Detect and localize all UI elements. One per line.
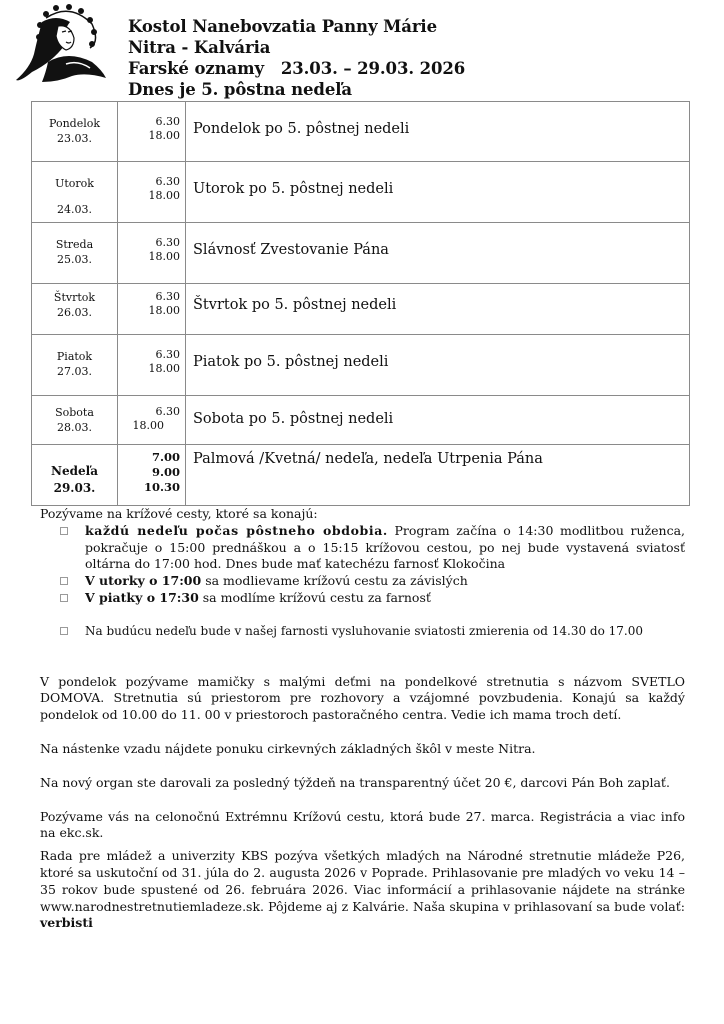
list-item: V utorky o 17:00 sa modlievame krížovú cestu za závislých	[85, 573, 685, 590]
day-cell: Utorok 24.03.	[32, 162, 118, 223]
list-item: V piatky o 17:30 sa modlíme krížovú cestu za farnosť	[85, 590, 685, 607]
extreme-way-announcement: Pozývame vás na celonočnú Extrémnu Krížovú cestu, ktorá bude 27. marca. Registrácia a viac info na ekc.sk.	[40, 808, 685, 841]
times-cell: 6.30 18.00	[118, 223, 186, 284]
description-cell: Piatok po 5. pôstnej nedeli	[186, 335, 690, 396]
stations-list	[40, 523, 685, 607]
stations-intro: Pozývame na krížové cesty, ktoré sa konajú:	[40, 506, 318, 521]
table-row	[32, 445, 690, 506]
times-cell: 6.30 18.00	[118, 284, 186, 335]
description-cell: Slávnosť Zvestovanie Pána	[186, 223, 690, 284]
mothers-announcement: V pondelok pozývame mamičky s malými deťmi na pondelkové stretnutia s názvom SVETLO DOMOVA. Stretnutia sú priestorom pre rozhovory a vzájomné povzbudenia. Konajú sa každý pondelok od 10.00 do 11. 00 v priestoroch pastoračného centra. Vedie ich mama troch detí.	[40, 673, 685, 723]
organ-announcement: Na nový organ ste darovali za posledný týždeň na transparentný účet 20 €, darcovi Pán Boh zaplať.	[40, 774, 670, 790]
church-location: Nitra - Kalvária	[128, 38, 271, 57]
day-cell: Sobota 28.03.	[32, 396, 118, 445]
church-name: Kostol Nanebovzatia Panny Márie	[128, 17, 437, 36]
page-header	[128, 16, 465, 100]
day-cell: Nedeľa 29.03.	[32, 445, 118, 506]
description-cell: Pondelok po 5. pôstnej nedeli	[186, 102, 690, 162]
checkbox-square-icon	[60, 527, 68, 535]
list-item: Na budúcu nedeľu bude v našej farnosti vysluhovanie sviatosti zmierenia od 14.30 do 17.00	[85, 623, 685, 640]
table-row	[32, 102, 690, 162]
madonna-logo-icon	[12, 2, 108, 86]
checkbox-square-icon	[60, 594, 68, 602]
description-cell: Utorok po 5. pôstnej nedeli	[186, 162, 690, 223]
confession-list	[40, 623, 685, 640]
liturgical-day: Dnes je 5. pôstna nedeľa	[128, 80, 352, 99]
times-cell: 6.30 18.00	[118, 102, 186, 162]
description-cell: Sobota po 5. pôstnej nedeli	[186, 396, 690, 445]
day-cell: Štvrtok 26.03.	[32, 284, 118, 335]
checkbox-square-icon	[60, 577, 68, 585]
table-row	[32, 162, 690, 223]
checkbox-square-icon	[60, 627, 68, 635]
times-cell: 7.00 9.00 10.30	[118, 445, 186, 506]
mass-schedule-table	[31, 101, 690, 506]
youth-announcement: Rada pre mládež a univerzity KBS pozýva všetkých mladých na Národné stretnutie mládeže P26, ktoré sa uskutoční od 31. júla do 2. augusta 2026 v Poprade. Prihlasovanie pre mladých vo veku 14 – 35 rokov bude spustené od 26. februára 2026. Viac informácií a prihlasovanie nájdete na stránke www.narodnestretnutiemladeze.sk. Pôjdeme aj z Kalvárie. Naša skupina v prihlasovaní sa bude volať: verbisti	[40, 848, 685, 931]
times-cell: 6.30 18.00	[118, 396, 186, 445]
description-cell: Štvrtok po 5. pôstnej nedeli	[186, 284, 690, 335]
day-cell: Pondelok 23.03.	[32, 102, 118, 162]
announcements-title: Farské oznamy 23.03. – 29.03. 2026	[128, 59, 466, 78]
table-row	[32, 335, 690, 396]
announcements	[40, 506, 685, 932]
table-row	[32, 223, 690, 284]
times-cell: 6.30 18.00	[118, 335, 186, 396]
table-row	[32, 396, 690, 445]
day-cell: Streda 25.03.	[32, 223, 118, 284]
list-item: každú nedeľu počas pôstneho obdobia. Program začína o 14:30 modlitbou ruženca, pokračuje o 15:00 prednáškou a o 15:15 krížovou cestou, po nej bude vystavená sviatosť oltárna do 17:00 hod. Dnes bude mať katechézu farnosť Klokočina	[85, 523, 685, 573]
times-cell: 6.30 18.00	[118, 162, 186, 223]
table-row	[32, 284, 690, 335]
schools-announcement: Na nástenke vzadu nájdete ponuku cirkevných základných škôl v meste Nitra.	[40, 740, 536, 756]
day-cell: Piatok 27.03.	[32, 335, 118, 396]
description-cell: Palmová /Kvetná/ nedeľa, nedeľa Utrpenia Pána	[186, 445, 690, 506]
